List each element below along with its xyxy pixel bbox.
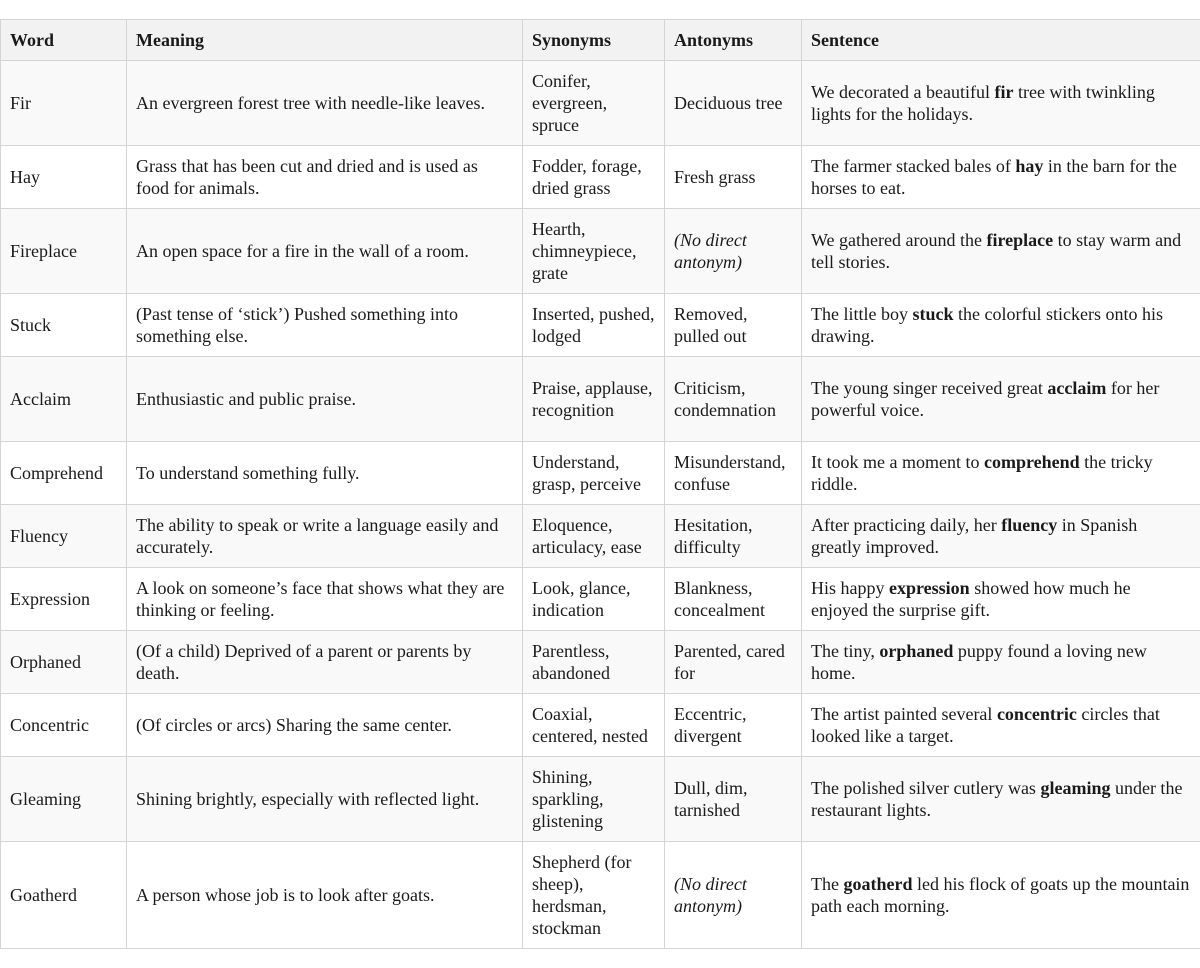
sentence-keyword: gleaming — [1040, 778, 1111, 798]
cell-meaning: An open space for a fire in the wall of a room. — [127, 209, 523, 294]
sentence-before: The — [811, 874, 844, 894]
cell-sentence — [802, 294, 1200, 357]
sentence-keyword: fireplace — [986, 230, 1054, 250]
sentence-keyword: orphaned — [879, 641, 954, 661]
sentence-keyword: expression — [889, 578, 970, 598]
cell-meaning: Shining brightly, especially with reflected light. — [127, 757, 523, 842]
sentence-before: The polished silver cutlery was — [811, 778, 1041, 798]
sentence-after: the colorful stickers onto his drawing. — [811, 304, 1163, 346]
sentence-before: The artist painted several — [811, 704, 997, 724]
sentence-after: to stay warm and tell stories. — [811, 230, 1182, 272]
header-antonyms: Antonyms — [665, 20, 802, 61]
sentence-after: showed how much he enjoyed the surprise gift. — [811, 578, 1131, 620]
cell-word: Gleaming — [1, 757, 127, 842]
table-row — [1, 442, 1200, 505]
sentence-before: The farmer stacked bales of — [811, 156, 1016, 176]
antonyms-text: Deciduous tree — [674, 93, 783, 113]
cell-antonyms — [665, 146, 802, 209]
cell-synonyms: Inserted, pushed, lodged — [523, 294, 665, 357]
cell-synonyms: Eloquence, articulacy, ease — [523, 505, 665, 568]
cell-synonyms: Conifer, evergreen, spruce — [523, 61, 665, 146]
cell-sentence — [802, 61, 1200, 146]
cell-antonyms — [665, 442, 802, 505]
antonyms-text: Parented, cared for — [674, 641, 785, 683]
antonyms-text: Dull, dim, tarnished — [674, 778, 748, 820]
sentence-after: led his flock of goats up the mountain path each morning. — [811, 874, 1190, 916]
cell-synonyms: Understand, grasp, perceive — [523, 442, 665, 505]
cell-sentence — [802, 442, 1200, 505]
cell-meaning: To understand something fully. — [127, 442, 523, 505]
cell-sentence — [802, 842, 1200, 949]
sentence-keyword: fluency — [1001, 515, 1058, 535]
cell-synonyms: Shining, sparkling, glistening — [523, 757, 665, 842]
table-row — [1, 694, 1200, 757]
cell-word: Concentric — [1, 694, 127, 757]
cell-word: Fluency — [1, 505, 127, 568]
sentence-after: tree with twinkling lights for the holidays. — [811, 82, 1155, 124]
cell-antonyms — [665, 568, 802, 631]
header-synonyms: Synonyms — [523, 20, 665, 61]
sentence-after: in the barn for the horses to eat. — [811, 156, 1177, 198]
cell-antonyms — [665, 842, 802, 949]
header-word: Word — [1, 20, 127, 61]
antonyms-text: (No direct antonym) — [674, 230, 747, 272]
sentence-keyword: concentric — [996, 704, 1077, 724]
sentence-keyword: fir — [994, 82, 1014, 102]
cell-sentence — [802, 694, 1200, 757]
sentence-keyword: stuck — [912, 304, 954, 324]
cell-sentence — [802, 568, 1200, 631]
cell-word: Hay — [1, 146, 127, 209]
sentence-before: We decorated a beautiful — [811, 82, 995, 102]
cell-synonyms: Parentless, abandoned — [523, 631, 665, 694]
table-row — [1, 146, 1200, 209]
antonyms-text: (No direct antonym) — [674, 874, 747, 916]
cell-meaning: A look on someone’s face that shows what they are thinking or feeling. — [127, 568, 523, 631]
cell-word: Fireplace — [1, 209, 127, 294]
cell-synonyms: Shepherd (for sheep), herdsman, stockman — [523, 842, 665, 949]
sentence-after: the tricky riddle. — [811, 452, 1153, 494]
cell-word: Comprehend — [1, 442, 127, 505]
cell-antonyms — [665, 757, 802, 842]
header-meaning: Meaning — [127, 20, 523, 61]
cell-word: Stuck — [1, 294, 127, 357]
table-row — [1, 209, 1200, 294]
table-body — [1, 61, 1200, 949]
sentence-before: His happy — [811, 578, 889, 598]
cell-word: Goatherd — [1, 842, 127, 949]
table-row — [1, 568, 1200, 631]
sentence-after: puppy found a loving new home. — [811, 641, 1147, 683]
table-row — [1, 757, 1200, 842]
cell-antonyms — [665, 631, 802, 694]
antonyms-text: Hesitation, difficulty — [674, 515, 753, 557]
cell-meaning: (Past tense of ‘stick’) Pushed something into something else. — [127, 294, 523, 357]
cell-sentence — [802, 631, 1200, 694]
cell-antonyms — [665, 694, 802, 757]
cell-sentence — [802, 146, 1200, 209]
sentence-keyword: goatherd — [843, 874, 913, 894]
sentence-before: It took me a moment to — [811, 452, 984, 472]
sentence-after: under the restaurant lights. — [811, 778, 1183, 820]
cell-meaning: Grass that has been cut and dried and is used as food for animals. — [127, 146, 523, 209]
sentence-before: We gathered around the — [811, 230, 987, 250]
cell-meaning: A person whose job is to look after goats. — [127, 842, 523, 949]
cell-word: Acclaim — [1, 357, 127, 442]
antonyms-text: Blankness, concealment — [674, 578, 765, 620]
sentence-keyword: hay — [1015, 156, 1044, 176]
sentence-keyword: comprehend — [983, 452, 1080, 472]
cell-antonyms — [665, 209, 802, 294]
sentence-after: for her powerful voice. — [811, 378, 1160, 420]
table-row — [1, 357, 1200, 442]
table-row — [1, 505, 1200, 568]
sentence-after: circles that looked like a target. — [811, 704, 1160, 746]
cell-sentence — [802, 209, 1200, 294]
cell-meaning: (Of a child) Deprived of a parent or parents by death. — [127, 631, 523, 694]
cell-sentence — [802, 757, 1200, 842]
cell-meaning: An evergreen forest tree with needle-like leaves. — [127, 61, 523, 146]
cell-meaning: The ability to speak or write a language easily and accurately. — [127, 505, 523, 568]
antonyms-text: Criticism, condemnation — [674, 378, 776, 420]
cell-meaning: (Of circles or arcs) Sharing the same center. — [127, 694, 523, 757]
cell-synonyms: Fodder, forage, dried grass — [523, 146, 665, 209]
header-sentence: Sentence — [802, 20, 1200, 61]
table-row — [1, 631, 1200, 694]
sentence-before: The young singer received great — [811, 378, 1048, 398]
cell-antonyms — [665, 357, 802, 442]
sentence-after: in Spanish greatly improved. — [811, 515, 1138, 557]
sentence-before: The little boy — [811, 304, 913, 324]
table-row — [1, 294, 1200, 357]
cell-sentence — [802, 505, 1200, 568]
antonyms-text: Misunderstand, confuse — [674, 452, 786, 494]
cell-word: Expression — [1, 568, 127, 631]
cell-antonyms — [665, 294, 802, 357]
table-header-row — [1, 20, 1200, 61]
antonyms-text: Fresh grass — [674, 167, 756, 187]
cell-word: Orphaned — [1, 631, 127, 694]
antonyms-text: Eccentric, divergent — [674, 704, 747, 746]
sentence-before: After practicing daily, her — [811, 515, 1002, 535]
cell-antonyms — [665, 61, 802, 146]
cell-synonyms: Hearth, chimneypiece, grate — [523, 209, 665, 294]
table-row — [1, 61, 1200, 146]
sentence-before: The tiny, — [811, 641, 880, 661]
cell-meaning: Enthusiastic and public praise. — [127, 357, 523, 442]
cell-synonyms: Coaxial, centered, nested — [523, 694, 665, 757]
vocabulary-table — [0, 19, 1200, 949]
cell-word: Fir — [1, 61, 127, 146]
cell-sentence — [802, 357, 1200, 442]
cell-synonyms: Praise, applause, recognition — [523, 357, 665, 442]
antonyms-text: Removed, pulled out — [674, 304, 748, 346]
vocabulary-table-container — [0, 19, 1200, 949]
sentence-keyword: acclaim — [1047, 378, 1107, 398]
cell-synonyms: Look, glance, indication — [523, 568, 665, 631]
cell-antonyms — [665, 505, 802, 568]
table-row — [1, 842, 1200, 949]
